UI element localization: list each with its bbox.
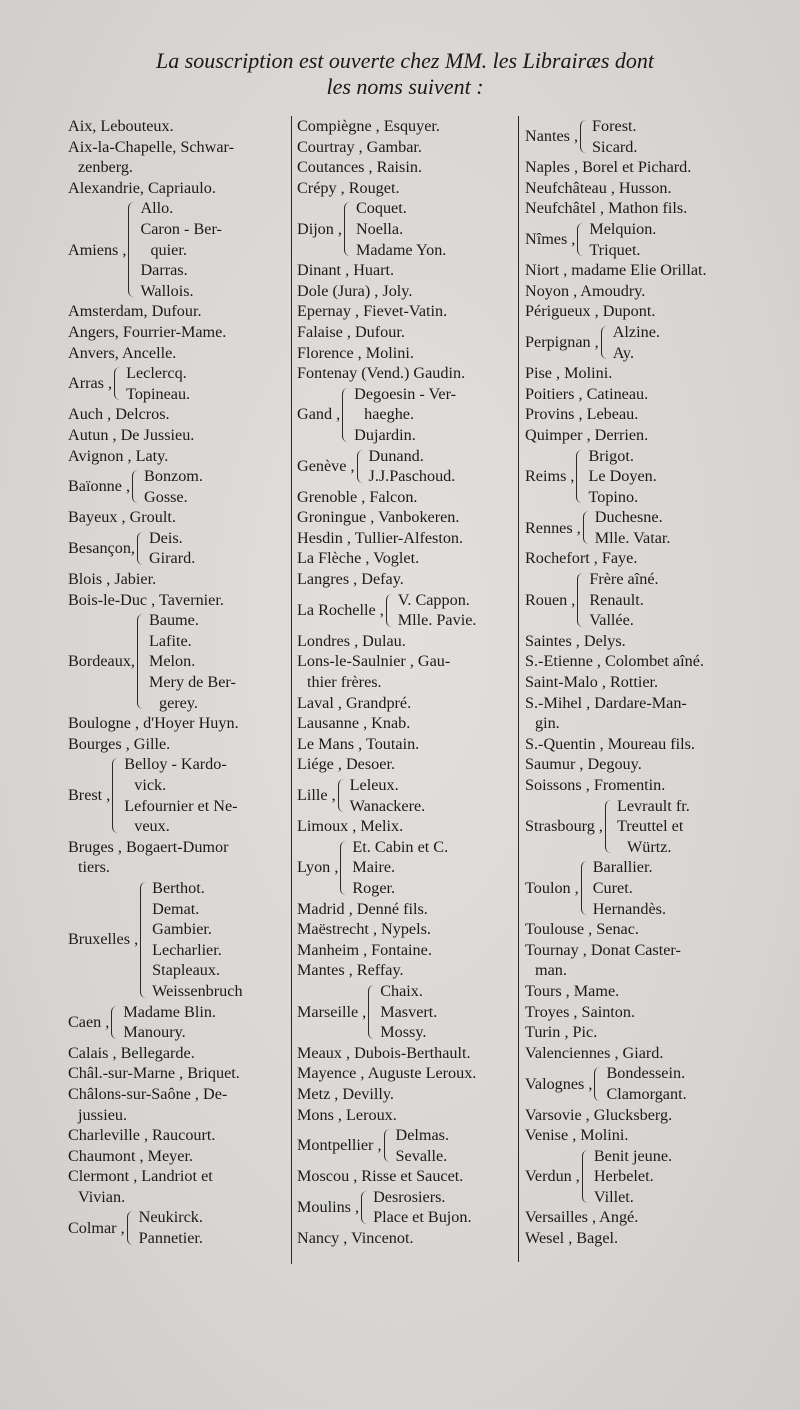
bookseller-name: Dunand. <box>368 446 424 465</box>
bookseller-names <box>139 1207 203 1248</box>
curly-brace <box>580 120 588 153</box>
bookseller-name: Masvert. <box>380 1002 438 1021</box>
bookseller-name: Et. Cabin et C. <box>352 837 449 856</box>
bookseller-name: Würtz. <box>626 837 672 856</box>
bookseller-name: Levrault fr. <box>616 796 690 815</box>
city-name: Baïonne , <box>68 477 131 496</box>
bookseller-name: Lecharlier. <box>152 940 222 959</box>
bookseller-entry: Dinant , Huart. <box>297 261 395 280</box>
bookseller-name: Clamorgant. <box>606 1084 687 1103</box>
bookseller-name: V. Cappon. <box>397 590 470 609</box>
curly-brace <box>386 594 394 627</box>
curly-brace <box>137 532 145 565</box>
heading-line-1: La souscription est ouverte chez MM. les Librairæs dont <box>155 48 655 73</box>
bookseller-name: Chaix. <box>380 981 423 1000</box>
bookseller-name: Madame Yon. <box>355 240 447 259</box>
bookseller-group <box>297 981 515 1043</box>
bookseller-group <box>68 466 290 507</box>
bookseller-entry: Quimper , Derrien. <box>525 425 649 444</box>
bookseller-entry: Charleville , Raucourt. <box>68 1126 216 1145</box>
bookseller-name: Desrosiers. <box>373 1187 446 1206</box>
bookseller-entry: Le Mans , Toutain. <box>297 734 420 753</box>
bookseller-entry: Epernay , Fievet-Vatin. <box>297 302 448 321</box>
bookseller-entry: Madrid , Denné fils. <box>297 899 428 918</box>
curly-brace <box>128 202 136 297</box>
bookseller-entry: Châl.-sur-Marne , Briquet. <box>68 1064 240 1083</box>
bookseller-group <box>525 507 757 548</box>
bookseller-entry: Soissons , Fromentin. <box>525 776 666 794</box>
bookseller-name: Mlle. Vatar. <box>594 528 671 547</box>
city-name: Genève , <box>297 456 355 475</box>
bookseller-column-3 <box>525 116 757 1249</box>
bookseller-entry: Manheim , Fontaine. <box>297 940 432 959</box>
bookseller-group <box>525 1146 757 1208</box>
bookseller-entry: Maëstrecht , Nypels. <box>297 920 431 939</box>
bookseller-name: Gosse. <box>144 487 188 506</box>
bookseller-entry: Valenciennes , Giard. <box>525 1043 664 1062</box>
bookseller-entry: Liége , Desoer. <box>297 755 395 774</box>
city-name: Montpellier , <box>297 1136 382 1155</box>
bookseller-entry: Meaux , Dubois-Berthault. <box>297 1043 471 1062</box>
curly-brace <box>137 614 145 709</box>
bookseller-name: Stapleaux. <box>152 961 221 980</box>
curly-brace <box>605 800 613 854</box>
bookseller-name: Vallée. <box>589 611 634 630</box>
city-name: Rennes , <box>525 518 581 537</box>
bookseller-name: Frère aîné. <box>589 570 659 589</box>
curly-brace <box>114 367 122 400</box>
bookseller-group <box>297 198 515 260</box>
bookseller-name: Sicard. <box>592 137 638 156</box>
bookseller-name: Madame Blin. <box>123 1002 216 1021</box>
city-name: Lyon , <box>297 858 339 877</box>
bookseller-entry: Courtray , Gambar. <box>297 137 422 156</box>
bookseller-entry: S.-Etienne , Colombet aîné. <box>525 652 704 671</box>
city-name: Valognes , <box>525 1074 593 1093</box>
bookseller-entry: Troyes , Sainton. <box>525 1002 636 1021</box>
bookseller-names <box>356 198 446 260</box>
bookseller-names <box>126 363 190 404</box>
entry-continuation: jussieu. <box>78 1105 128 1124</box>
bookseller-name: Pannetier. <box>138 1229 203 1248</box>
bookseller-name: Melquion. <box>589 219 657 238</box>
city-name: Besançon, <box>68 539 135 558</box>
bookseller-entry: Londres , Dulau. <box>297 631 406 650</box>
bookseller-entry: Lausanne , Knab. <box>297 714 411 733</box>
bookseller-name: Allo. <box>140 199 174 218</box>
curly-brace <box>338 779 346 812</box>
bookseller-name: veux. <box>134 817 170 836</box>
bookseller-entry: Wesel , Bagel. <box>525 1229 619 1248</box>
bookseller-entry: Niort , madame Elie Orillat. <box>525 261 707 280</box>
city-name: Caen , <box>68 1012 110 1031</box>
bookseller-names <box>592 116 637 157</box>
bookseller-entry: Mons , Leroux. <box>297 1105 397 1124</box>
bookseller-group <box>297 837 515 899</box>
bookseller-entry: Pise , Molini. <box>525 364 613 383</box>
bookseller-entry: Boulogne , d'Hoyer Huyn. <box>68 714 239 733</box>
bookseller-group <box>525 322 757 363</box>
bookseller-group <box>68 754 290 836</box>
bookseller-entry: La Flèche , Voglet. <box>297 549 420 568</box>
bookseller-names <box>594 1146 672 1208</box>
curly-brace <box>112 758 120 832</box>
bookseller-entry: Bayeux , Groult. <box>68 508 176 527</box>
curly-brace <box>127 1211 135 1244</box>
bookseller-name: Weissenbruch <box>152 981 243 1000</box>
bookseller-column-1 <box>68 116 290 1249</box>
bookseller-group <box>525 116 757 157</box>
bookseller-entry: Crépy , Rouget. <box>297 178 400 197</box>
bookseller-group <box>525 1063 757 1104</box>
city-name: Strasbourg , <box>525 817 603 836</box>
bookseller-names <box>149 610 236 713</box>
curly-brace <box>581 861 589 915</box>
bookseller-name: Baume. <box>148 611 199 630</box>
bookseller-group <box>68 1002 290 1043</box>
entry-continuation: zenberg. <box>78 158 133 177</box>
bookseller-names <box>152 878 242 1002</box>
bookseller-name: haeghe. <box>364 405 415 424</box>
bookseller-entry: Moscou , Risse et Saucet. <box>297 1167 464 1186</box>
curly-brace <box>342 388 350 442</box>
entry-continuation: Vivian. <box>78 1187 126 1206</box>
bookseller-entry: Auch , Delcros. <box>68 405 170 424</box>
bookseller-entry: Calais , Bellegarde. <box>68 1043 195 1062</box>
city-name: Toulon , <box>525 878 579 897</box>
bookseller-entry: Florence , Molini. <box>297 343 414 362</box>
bookseller-names <box>396 1125 450 1166</box>
bookseller-names <box>354 384 456 446</box>
column-divider-1 <box>291 116 292 1264</box>
curly-brace <box>582 1150 590 1204</box>
bookseller-name: Place et Bujon. <box>373 1208 472 1227</box>
entry-continuation: thier frères. <box>307 673 382 692</box>
bookseller-entry: Amsterdam, Dufour. <box>68 302 202 321</box>
bookseller-entry: Hesdin , Tullier-Alfeston. <box>297 528 464 547</box>
bookseller-entry: Angers, Fourrier-Mame. <box>68 322 227 341</box>
bookseller-entry: Varsovie , Glucksberg. <box>525 1105 673 1124</box>
bookseller-entry: Saumur , Degouy. <box>525 755 642 774</box>
bookseller-names <box>398 590 477 631</box>
curly-brace <box>357 450 365 483</box>
city-name: Nantes , <box>525 127 579 146</box>
bookseller-entry: Périgueux , Dupont. <box>525 302 656 321</box>
bookseller-entry: Bois-le-Duc , Tavernier. <box>68 590 224 609</box>
bookseller-names <box>140 198 221 301</box>
bookseller-entry: Naples , Borel et Pichard. <box>525 158 692 177</box>
city-name: Arras , <box>68 374 113 393</box>
bookseller-name: Mlle. Pavie. <box>397 611 477 630</box>
curly-brace <box>583 511 591 544</box>
bookseller-name: Bonzom. <box>144 467 203 486</box>
bookseller-entry: Clermont , Landriot et <box>68 1167 213 1186</box>
bookseller-name: Forest. <box>592 117 637 135</box>
bookseller-entry: Tours , Mame. <box>525 981 620 1000</box>
bookseller-entry: Toulouse , Senac. <box>525 920 639 939</box>
bookseller-names <box>123 1002 216 1043</box>
page-heading <box>40 48 770 100</box>
curly-brace <box>340 841 348 895</box>
bookseller-group <box>68 878 290 1002</box>
bookseller-entry: Compiègne , Esquyer. <box>297 117 440 135</box>
bookseller-name: Berthot. <box>152 878 205 897</box>
bookseller-name: Leclercq. <box>126 364 187 383</box>
bookseller-name: Delmas. <box>395 1126 450 1145</box>
bookseller-name: Wanackere. <box>349 796 426 815</box>
entry-continuation: tiers. <box>78 858 110 877</box>
bookseller-group <box>525 796 757 858</box>
bookseller-name: Ay. <box>612 343 635 362</box>
bookseller-entry: Turin , Pic. <box>525 1023 598 1042</box>
bookseller-names <box>144 466 203 507</box>
bookseller-names <box>613 322 660 363</box>
bookseller-group <box>297 1187 515 1228</box>
bookseller-names <box>350 775 426 816</box>
city-name: Reims , <box>525 467 575 486</box>
bookseller-names <box>593 857 666 919</box>
bookseller-names <box>588 446 656 508</box>
curly-brace <box>577 573 585 627</box>
bookseller-names <box>124 754 237 836</box>
bookseller-names <box>589 219 656 260</box>
bookseller-entry: Anvers, Ancelle. <box>68 343 177 362</box>
city-name: Brest , <box>68 786 111 805</box>
bookseller-entry: Bourges , Gille. <box>68 734 171 753</box>
bookseller-entry: Tournay , Donat Caster- <box>525 940 681 959</box>
bookseller-name: Melon. <box>148 652 196 671</box>
bookseller-entry: Avignon , Laty. <box>68 446 169 465</box>
bookseller-group <box>68 1207 290 1248</box>
bookseller-name: quier. <box>150 240 187 259</box>
bookseller-group <box>525 569 757 631</box>
city-name: Nîmes , <box>525 230 576 249</box>
bookseller-entry: Limoux , Melix. <box>297 817 404 836</box>
bookseller-names <box>595 507 671 548</box>
bookseller-name: Benit jeune. <box>593 1146 673 1165</box>
bookseller-name: Mossy. <box>380 1023 427 1042</box>
curly-brace <box>594 1067 602 1100</box>
bookseller-name: Alzine. <box>612 322 660 341</box>
bookseller-group <box>297 775 515 816</box>
curly-brace <box>344 202 352 256</box>
bookseller-name: Sevalle. <box>395 1146 448 1165</box>
bookseller-name: Leleux. <box>349 776 399 794</box>
bookseller-entry: Poitiers , Catineau. <box>525 384 649 403</box>
bookseller-name: Curet. <box>592 878 633 897</box>
bookseller-name: Topineau. <box>126 384 191 403</box>
bookseller-name: Lefournier et Ne- <box>124 796 238 815</box>
bookseller-entry: Autun , De Jussieu. <box>68 425 195 444</box>
bookseller-name: Hernandès. <box>592 899 666 918</box>
bookseller-names <box>617 796 690 858</box>
bookseller-entry: Saint-Malo , Rottier. <box>525 673 659 692</box>
bookseller-name: Triquet. <box>589 240 641 259</box>
bookseller-name: Caron - Ber- <box>140 219 222 238</box>
city-name: Amiens , <box>68 240 127 259</box>
bookseller-names <box>149 528 195 569</box>
bookseller-name: Gambier. <box>152 920 212 939</box>
bookseller-name: Treuttel et <box>616 817 684 836</box>
bookseller-entry: Groningue , Vanbokeren. <box>297 508 460 527</box>
curly-brace <box>361 1191 369 1224</box>
bookseller-name: Dujardin. <box>354 425 416 444</box>
bookseller-entry: Langres , Defay. <box>297 570 404 589</box>
bookseller-entry: Versailles , Angé. <box>525 1208 639 1227</box>
bookseller-name: Brigot. <box>588 446 634 465</box>
bookseller-entry: S.-Mihel , Dardare-Man- <box>525 693 687 712</box>
bookseller-name: Maire. <box>352 858 396 877</box>
bookseller-entry: Coutances , Raisin. <box>297 158 422 177</box>
curly-brace <box>140 882 148 998</box>
bookseller-entry: Falaise , Dufour. <box>297 322 405 341</box>
city-name: Colmar , <box>68 1218 125 1237</box>
curly-brace <box>601 326 609 359</box>
bookseller-name: Neukirck. <box>138 1208 203 1227</box>
bookseller-entry: Aix-la-Chapelle, Schwar- <box>68 137 234 156</box>
bookseller-group <box>297 1125 515 1166</box>
heading-line-2: les noms suivent : <box>326 74 484 99</box>
city-name: Bruxelles , <box>68 930 139 949</box>
bookseller-group <box>297 384 515 446</box>
city-name: Lille , <box>297 786 336 805</box>
bookseller-name: Duchesne. <box>594 508 663 527</box>
bookseller-name: Roger. <box>352 878 396 897</box>
city-name: Marseille , <box>297 1002 367 1021</box>
curly-brace <box>111 1006 119 1039</box>
bookseller-name: Degoesin - Ver- <box>354 384 457 403</box>
bookseller-entry: Rochefort , Faye. <box>525 549 638 568</box>
bookseller-entry: Châlons-sur-Saône , De- <box>68 1084 228 1103</box>
curly-brace <box>368 985 376 1039</box>
bookseller-name: vick. <box>134 776 167 794</box>
bookseller-name: Manoury. <box>123 1023 186 1042</box>
bookseller-entry: Nancy , Vincenot. <box>297 1229 414 1248</box>
bookseller-name: Villet. <box>593 1187 634 1206</box>
bookseller-entry: Provins , Lebeau. <box>525 405 639 424</box>
bookseller-name: Topino. <box>588 487 639 506</box>
bookseller-entry: Mayence , Auguste Leroux. <box>297 1064 477 1083</box>
bookseller-entry: Aix, Lebouteux. <box>68 117 174 135</box>
bookseller-name: Herbelet. <box>593 1167 654 1186</box>
bookseller-entry: Alexandrie, Capriaulo. <box>68 178 216 197</box>
bookseller-group <box>68 363 290 404</box>
bookseller-group <box>68 198 290 301</box>
bookseller-entry: Chaumont , Meyer. <box>68 1146 193 1165</box>
bookseller-entry: Laval , Grandpré. <box>297 693 412 712</box>
bookseller-entry: Neufchâtel , Mathon fils. <box>525 199 688 218</box>
city-name: La Rochelle , <box>297 600 384 619</box>
curly-brace <box>132 470 140 503</box>
column-divider-2 <box>518 116 519 1262</box>
bookseller-name: Noella. <box>355 219 404 238</box>
bookseller-name: Wallois. <box>140 281 194 300</box>
bookseller-name: Girard. <box>148 549 196 568</box>
bookseller-group <box>68 528 290 569</box>
entry-continuation: gin. <box>535 714 560 733</box>
bookseller-name: Demat. <box>152 899 200 918</box>
bookseller-name: Darras. <box>140 261 188 280</box>
bookseller-entry: S.-Quentin , Moureau fils. <box>525 734 695 753</box>
bookseller-name: Mery de Ber- <box>148 673 236 692</box>
bookseller-group <box>525 219 757 260</box>
bookseller-entry: Neufchâteau , Husson. <box>525 178 672 197</box>
bookseller-group <box>68 610 290 713</box>
bookseller-entry: Venise , Molini. <box>525 1126 629 1145</box>
bookseller-group <box>297 446 515 487</box>
bookseller-entry: Fontenay (Vend.) Gaudin. <box>297 364 466 383</box>
bookseller-entry: Blois , Jabier. <box>68 570 157 589</box>
bookseller-entry: Lons-le-Saulnier , Gau- <box>297 652 451 671</box>
bookseller-entry: Grenoble , Falcon. <box>297 487 418 506</box>
bookseller-name: Lafite. <box>148 631 192 650</box>
bookseller-names <box>589 569 658 631</box>
bookseller-names <box>352 837 448 899</box>
entry-continuation: man. <box>535 961 567 980</box>
bookseller-group <box>297 590 515 631</box>
bookseller-entry: Saintes , Delys. <box>525 631 626 650</box>
city-name: Perpignan , <box>525 333 599 352</box>
bookseller-name: Belloy - Kardo- <box>124 755 227 774</box>
city-name: Dijon , <box>297 219 342 238</box>
bookseller-column-2 <box>297 116 515 1249</box>
bookseller-names <box>373 1187 471 1228</box>
bookseller-group <box>525 446 757 508</box>
bookseller-names <box>369 446 456 487</box>
city-name: Bordeaux, <box>68 652 135 671</box>
bookseller-name: Barallier. <box>592 858 653 877</box>
bookseller-name: Coquet. <box>355 199 407 218</box>
bookseller-group <box>525 857 757 919</box>
bookseller-entry: Noyon , Amoudry. <box>525 281 646 300</box>
bookseller-entry: Dole (Jura) , Joly. <box>297 281 413 300</box>
bookseller-entry: Metz , Devilly. <box>297 1084 394 1103</box>
bookseller-name: Le Doyen. <box>588 467 657 486</box>
bookseller-names <box>606 1063 686 1104</box>
city-name: Rouen , <box>525 590 576 609</box>
bookseller-names <box>380 981 437 1043</box>
bookseller-name: Renault. <box>589 590 644 609</box>
curly-brace <box>577 223 585 256</box>
curly-brace <box>576 450 584 504</box>
bookseller-name: J.J.Paschoud. <box>368 467 456 486</box>
city-name: Gand , <box>297 405 341 424</box>
curly-brace <box>384 1129 392 1162</box>
city-name: Moulins , <box>297 1198 360 1217</box>
bookseller-entry: Mantes , Reffay. <box>297 961 404 980</box>
bookseller-entry: Bruges , Bogaert-Dumor <box>68 837 229 856</box>
bookseller-name: Bondessein. <box>606 1064 686 1083</box>
bookseller-name: gerey. <box>158 693 198 712</box>
bookseller-name: Deis. <box>148 528 183 547</box>
city-name: Verdun , <box>525 1167 580 1186</box>
